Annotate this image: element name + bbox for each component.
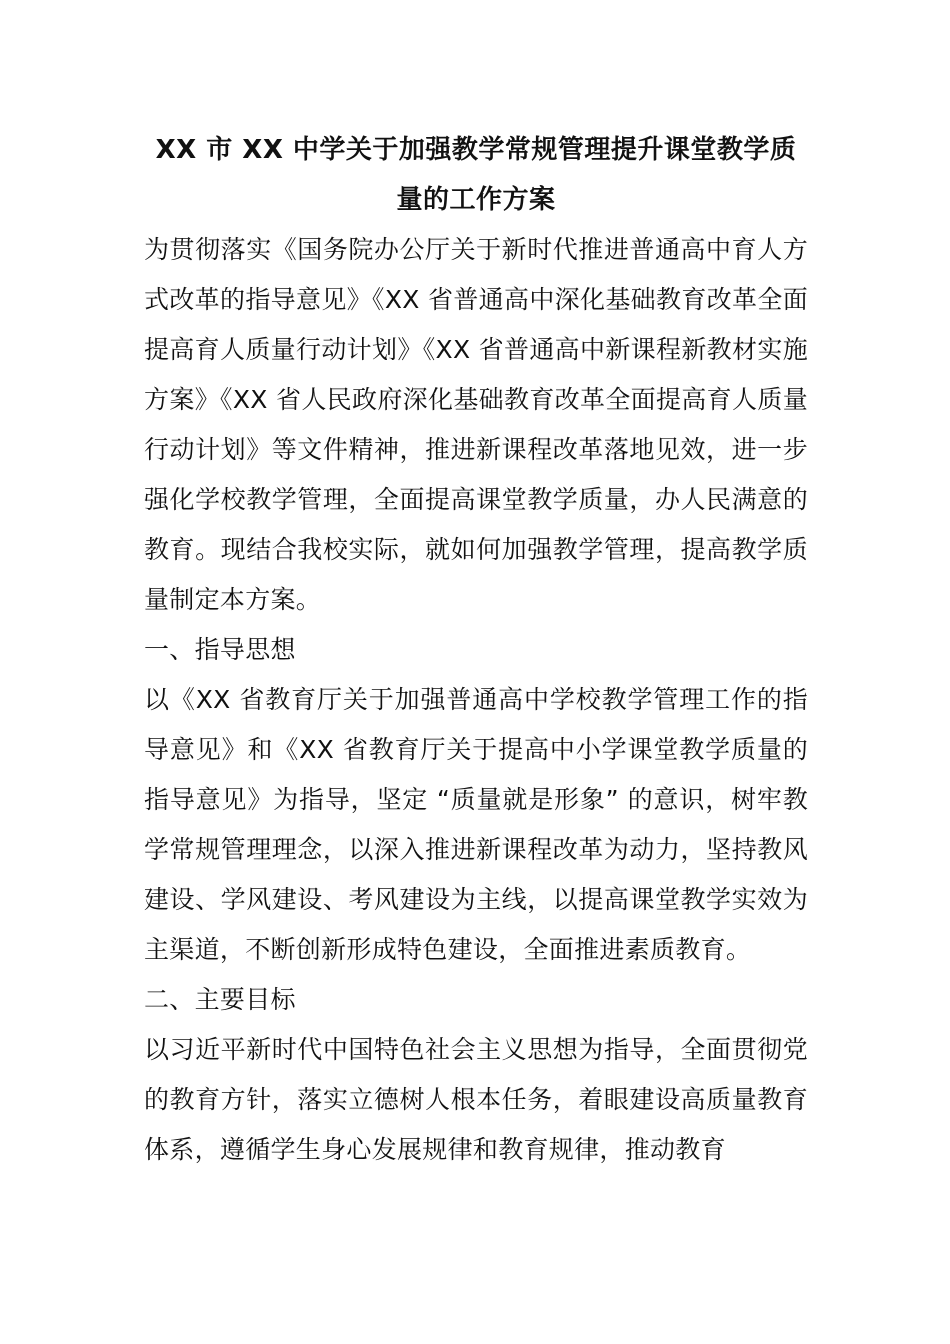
- document-content: [144, 125, 808, 1175]
- section-heading-main-goals: 二、主要目标: [144, 985, 296, 1014]
- section-body-main-goals: 以习近平新时代中国特色社会主义思想为指导，全面贯彻党的教育方针，落实立德树人根本任务，着眼建设高质量教育体系，遵循学生身心发展规律和教育规律，推动教育: [144, 1035, 808, 1164]
- document-title: XX 市 XX 中学关于加强教学常规管理提升课堂教学质量的工作方案: [155, 135, 797, 215]
- section-heading-guiding-ideology: 一、指导思想: [144, 635, 296, 664]
- intro-paragraph: 为贯彻落实《国务院办公厅关于新时代推进普通高中育人方式改革的指导意见》《XX 省普通高中深化基础教育改革全面提高育人质量行动计划》《XX 省普通高中新课程新教材实施方案》《XX 省人民政府深化基础教育改革全面提高育人质量行动计划》等文件精神，推进新课程改革落地见效，进一步强化学校教学管理，全面提高课堂教学质量，办人民满意的教育。现结合我校实际，就如何加强教学管理，提高教学质量制定本方案。: [144, 235, 808, 614]
- section-body-guiding-ideology: 以《XX 省教育厅关于加强普通高中学校教学管理工作的指导意见》和《XX 省教育厅关于提高中小学课堂教学质量的指导意见》为指导，坚定 “质量就是形象” 的意识，树牢教学常规管理理念，以深入推进新课程改革为动力，坚持教风建设、学风建设、考风建设为主线，以提高课堂教学实效为主渠道，不断创新形成特色建设，全面推进素质教育。: [144, 685, 808, 964]
